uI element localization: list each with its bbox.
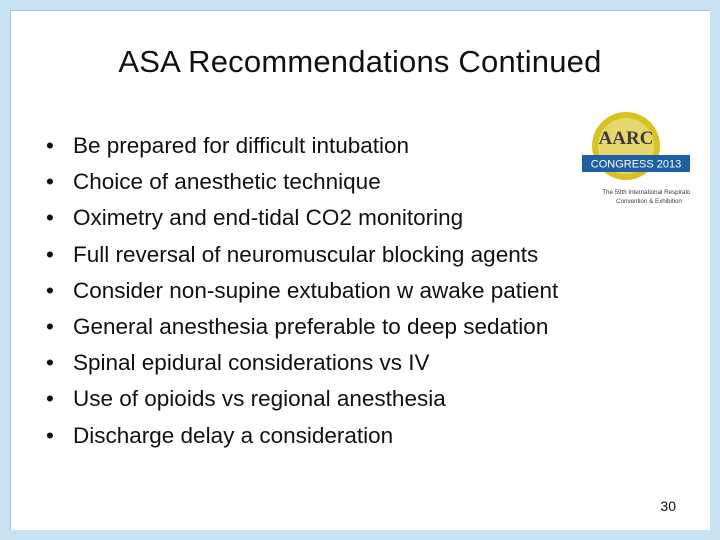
- aarc-congress-logo: [582, 106, 690, 214]
- bullet-item: [46, 345, 558, 381]
- bullet-marker: •: [46, 350, 54, 376]
- bullet-item: [46, 309, 558, 345]
- bullet-text: Spinal epidural considerations vs IV: [73, 350, 430, 376]
- bullet-marker: •: [46, 205, 54, 231]
- bullet-item: [46, 164, 558, 200]
- bullet-item: [46, 237, 558, 273]
- slide-title: ASA Recommendations Continued: [118, 44, 602, 79]
- bullet-item: [46, 418, 558, 454]
- bullet-item: [46, 381, 558, 417]
- bullet-text: Full reversal of neuromuscular blocking agents: [73, 241, 539, 267]
- bullet-text: General anesthesia preferable to deep sedation: [73, 314, 549, 340]
- bullet-marker: •: [46, 169, 54, 195]
- page-number: 30: [660, 498, 676, 514]
- bullet-text: Oximetry and end-tidal CO2 monitoring: [73, 205, 464, 231]
- bullet-marker: •: [46, 422, 54, 448]
- logo-mark: AARC: [598, 128, 654, 149]
- bullet-item: [46, 200, 558, 236]
- bullet-marker: •: [46, 314, 54, 340]
- logo-caption-line2: Convention & Exhibition: [616, 198, 682, 205]
- bullet-text: Choice of anesthetic technique: [73, 169, 381, 195]
- bullet-item: [46, 128, 558, 164]
- aarc-logo-graphic: [582, 106, 690, 214]
- bullet-text: Discharge delay a consideration: [73, 422, 394, 448]
- bullet-text: Use of opioids vs regional anesthesia: [73, 386, 446, 412]
- bullet-text: Consider non-supine extubation w awake patient: [73, 277, 559, 303]
- bullet-item: [46, 273, 558, 309]
- bullet-text: Be prepared for difficult intubation: [73, 133, 410, 158]
- bullet-marker: •: [46, 386, 54, 412]
- bullet-list: [46, 128, 558, 454]
- bullet-marker: •: [46, 277, 54, 303]
- logo-caption-line1: The 59th International Respiratory: [602, 189, 690, 196]
- bullet-marker: •: [46, 241, 54, 267]
- logo-banner-text: CONGRESS 2013: [590, 158, 682, 171]
- bullet-marker: •: [46, 133, 54, 158]
